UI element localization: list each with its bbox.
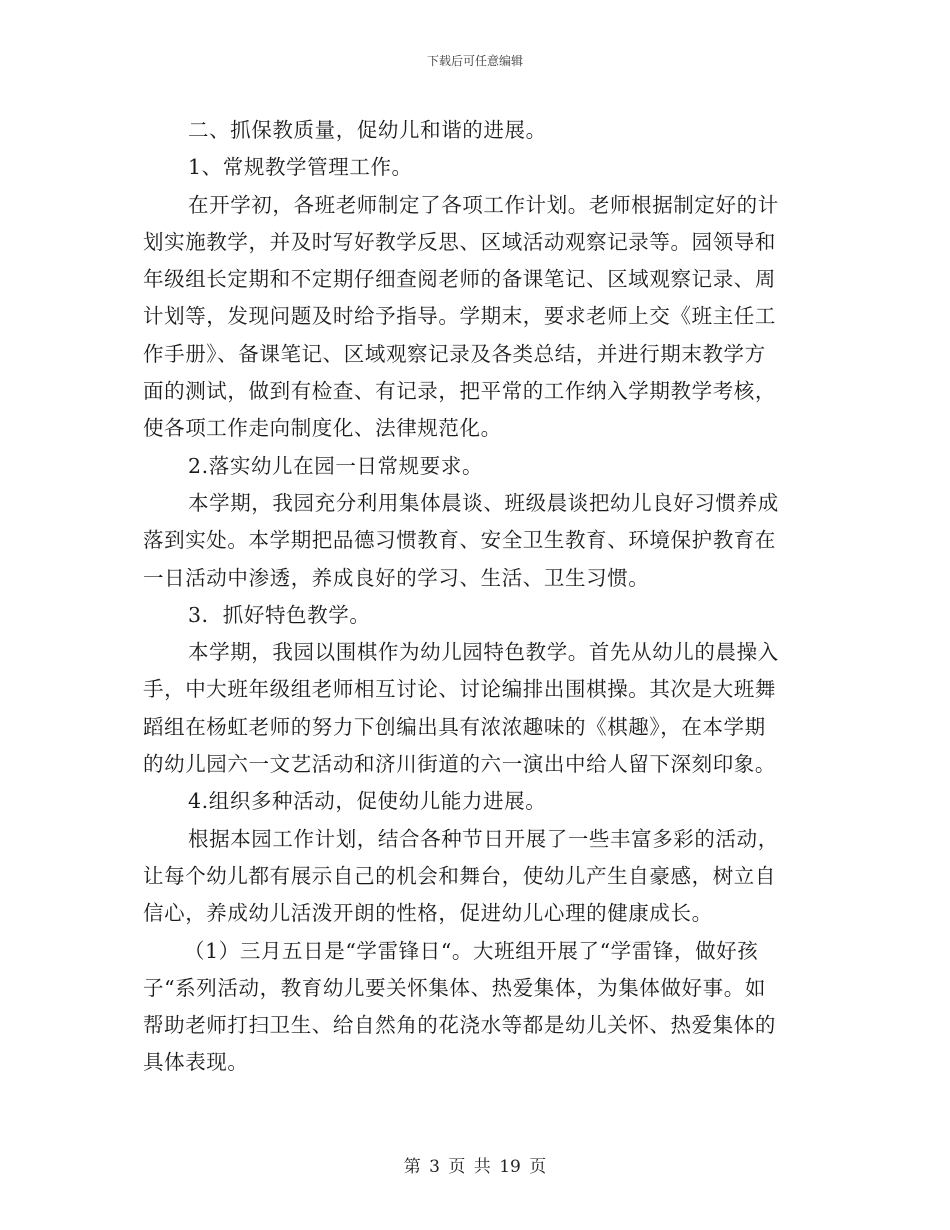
text-line: 让每个幼儿都有展示自己的机会和舞台，使幼儿产生自豪感，树立自 <box>143 863 776 888</box>
text-line: 子“系列活动，教育幼儿要关怀集体、热爱集体，为集体做好事。如 <box>143 975 766 1000</box>
text-line: 手，中大班年级组老师相互讨论、讨论编排出围棋操。其次是大班舞 <box>143 677 776 702</box>
text-line: 本学期，我园以围棋作为幼儿园特色教学。首先从幼儿的晨操入 <box>188 640 779 665</box>
text-line: 本学期，我园充分利用集体晨谈、班级晨谈把幼儿良好习惯养成 <box>188 490 779 515</box>
text-line: 使各项工作走向制度化、法律规范化。 <box>143 416 502 441</box>
text-line: 计划等，发现问题及时给予指导。学期末，要求老师上交《班主任工 <box>143 304 776 329</box>
text-line: 4.组织多种活动，促使幼儿能力进展。 <box>188 789 547 814</box>
text-line: 作手册》、备课笔记、区域观察记录及各类总结，并进行期末教学方 <box>143 341 766 366</box>
document-body <box>143 112 803 1082</box>
text-line: 1、常规教学管理工作。 <box>188 155 413 180</box>
text-line: 根据本园工作计划，结合各种节日开展了一些丰富多彩的活动， <box>188 826 779 851</box>
text-line: 年级组长定期和不定期仔细查阅老师的备课笔记、区域观察记录、周 <box>143 267 776 292</box>
text-line: 的幼儿园六一文艺活动和济川街道的六一演出中给人留下深刻印象。 <box>143 752 776 777</box>
text-line: 二、抓保教质量，促幼儿和谐的进展。 <box>188 118 547 142</box>
text-line: 2.落实幼儿在园一日常规要求。 <box>188 453 484 478</box>
page-footer: 第 3 页 共 19 页 <box>403 1157 547 1177</box>
text-line: 具体表现。 <box>143 1050 249 1075</box>
text-line: 划实施教学，并及时写好教学反思、区域活动观察记录等。园领导和 <box>143 229 776 254</box>
text-line: 3．抓好特色教学。 <box>188 602 371 627</box>
page-header: 下载后可任意编辑 <box>426 54 523 68</box>
text-line: 一日活动中渗透，养成良好的学习、生活、卫生习惯。 <box>143 565 650 590</box>
text-line: 落到实处。本学期把品德习惯教育、安全卫生教育、环境保护教育在 <box>143 528 776 553</box>
text-line: （1）三月五日是“学雷锋日“。大班组开展了“学雷锋，做好孩 <box>184 938 759 963</box>
text-line: 在开学初，各班老师制定了各项工作计划。老师根据制定好的计 <box>188 192 779 217</box>
text-line: 帮助老师打扫卫生、给自然角的花浇水等都是幼儿关怀、热爱集体的 <box>143 1013 776 1038</box>
text-line: 信心，养成幼儿活泼开朗的性格，促进幼儿心理的健康成长。 <box>143 901 713 926</box>
text-line: 面的测试，做到有检查、有记录，把平常的工作纳入学期教学考核， <box>143 379 776 404</box>
text-line: 蹈组在杨虹老师的努力下创编出具有浓浓趣味的《棋趣》，在本学期 <box>143 714 766 739</box>
